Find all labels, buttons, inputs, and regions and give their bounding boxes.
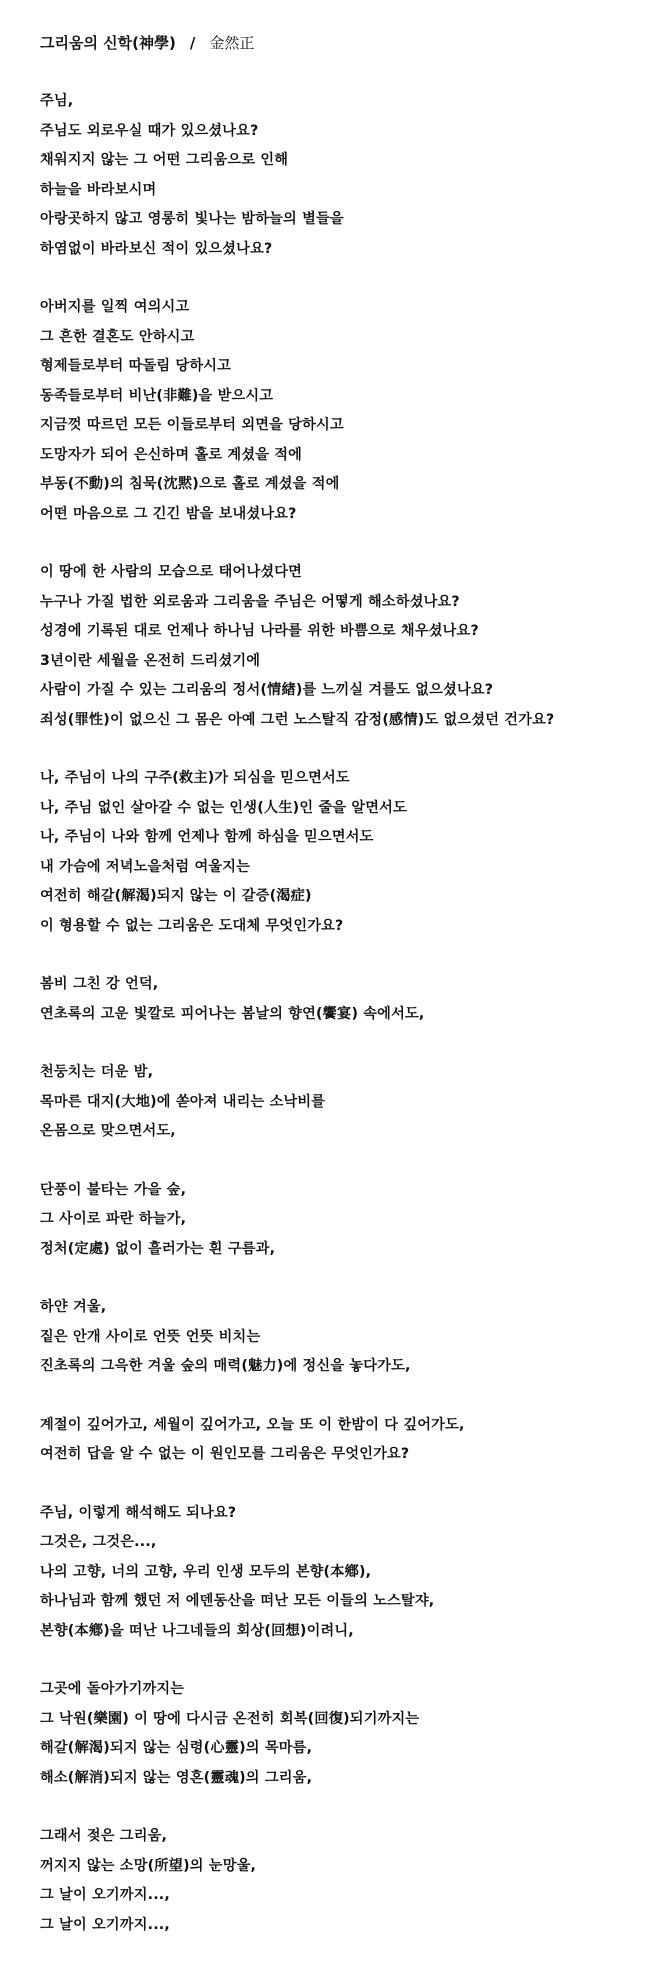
poem-line: 그 날이 오기까지..., <box>40 1887 170 1903</box>
poem-line: 단풍이 불타는 가을 숲, <box>40 1181 187 1198</box>
poem-line: 해소(解消)되지 않는 영혼(靈魂)의 그리움, <box>40 1769 313 1786</box>
poem-line: 여전히 답을 알 수 없는 이 원인모를 그리움은 무엇인가요? <box>40 1446 410 1462</box>
poem-line: 해갈(解渴)되지 않는 심령(心靈)의 목마름, <box>40 1740 313 1756</box>
poem-line: 죄성(罪性)이 없으신 그 몸은 아예 그런 노스탈직 감정(感情)도 없으셨던 건가요? <box>40 711 555 728</box>
poem-line: 봄비 그친 강 언덕, <box>40 976 159 992</box>
poem-line: 내 가슴에 저녁노을처럼 여울지는 <box>40 858 251 875</box>
poem-line: 그 날이 오기까지..., <box>40 1916 170 1933</box>
poem-line: 이 형용할 수 없는 그리움은 도대체 무엇인가요? <box>40 917 344 934</box>
stanza <box>40 87 660 264</box>
poem-line: 나, 주님이 나의 구주(救主)가 되심을 믿으면서도 <box>40 770 350 786</box>
poem-line: 지금껏 따르던 모든 이들로부터 외면을 당하시고 <box>40 417 344 433</box>
poem-line: 그 낙원(樂園) 이 땅에 다시금 온전히 회복(回復)되기까지는 <box>40 1710 420 1727</box>
poem-line: 도망자가 되어 은신하며 홀로 계셨을 적에 <box>40 446 303 463</box>
poem-line: 주님, 이렇게 해석해도 되나요? <box>40 1504 237 1521</box>
poem-line: 동족들로부터 비난(非難)을 받으시고 <box>40 387 274 404</box>
poem-line: 목마른 대지(大地)에 쏟아져 내리는 소낙비를 <box>40 1093 326 1110</box>
poem-title: 그리움의 신학(神學) <box>40 34 176 52</box>
poem-author: 金然正 <box>209 34 255 52</box>
poem-line: 나, 주님이 나와 함께 언제나 함께 하심을 믿으면서도 <box>40 829 374 845</box>
poem-line: 이 땅에 한 사람의 모습으로 태어나셨다면 <box>40 564 303 580</box>
poem-line: 계절이 깊어가고, 세월이 깊어가고, 오늘 또 이 한밤이 다 깊어가도, <box>40 1416 465 1433</box>
stanza <box>40 1176 660 1265</box>
poem-line: 꺼지지 않는 소망(所望)의 눈망울, <box>40 1857 257 1874</box>
poem-line: 부동(不動)의 침묵(沈黙)으로 홀로 계셨을 적에 <box>40 476 340 492</box>
poem-line: 그것은, 그것은..., <box>40 1534 157 1550</box>
poem-line: 진초록의 그윽한 겨울 숲의 매력(魅力)에 정신을 놓다가도, <box>40 1358 411 1374</box>
poem-body <box>40 87 660 1940</box>
poem-line: 천둥치는 더운 밤, <box>40 1064 154 1080</box>
poem-line: 온몸으로 맞으면서도, <box>40 1123 176 1139</box>
poem-line: 하얀 겨울, <box>40 1299 107 1315</box>
stanza <box>40 1058 660 1147</box>
poem-line: 그래서 젖은 그리움, <box>40 1828 168 1844</box>
poem-line: 누구나 가질 법한 외로움과 그리움을 주님은 어떻게 해소하셨나요? <box>40 593 460 610</box>
poem-line: 정처(定處) 없이 흘러가는 흰 구름과, <box>40 1240 276 1257</box>
poem-line: 하나님과 함께 했던 저 에덴동산을 떠난 모든 이들의 노스탈쟈, <box>40 1593 435 1609</box>
stanza <box>40 1293 660 1382</box>
poem-line: 주님, <box>40 93 74 109</box>
stanza <box>40 1822 660 1940</box>
poem-line: 형제들로부터 따돌림 당하시고 <box>40 358 232 374</box>
poem-line: 사람이 가질 수 있는 그리움의 정서(情緖)를 느끼실 겨를도 없으셨나요? <box>40 682 494 698</box>
poem-line: 본향(本鄕)을 떠난 나그네들의 회상(回想)이려니, <box>40 1622 354 1639</box>
poem-line: 하늘을 바라보시며 <box>40 181 157 198</box>
stanza <box>40 970 660 1029</box>
poem-line: 나의 고향, 너의 고향, 우리 인생 모두의 본향(本鄕), <box>40 1563 372 1580</box>
poem-line: 어떤 마음으로 그 긴긴 밤을 보내셨나요? <box>40 505 297 522</box>
stanza <box>40 558 660 735</box>
poem-line: 아버지를 일찍 여의시고 <box>40 299 190 315</box>
poem-line: 나, 주님 없인 살아갈 수 없는 인생(人生)인 줄을 알면서도 <box>40 799 407 816</box>
stanza <box>40 1499 660 1647</box>
title-separator: / <box>189 34 196 52</box>
poem-line: 그 흔한 결혼도 안하시고 <box>40 328 195 345</box>
poem-header <box>40 28 660 58</box>
stanza <box>40 293 660 529</box>
poem-line: 그곳에 돌아가기까지는 <box>40 1681 185 1697</box>
stanza <box>40 1411 660 1470</box>
poem-line: 그 사이로 파란 하늘가, <box>40 1211 187 1227</box>
stanza <box>40 764 660 941</box>
poem-line: 주님도 외로우실 때가 있으셨나요? <box>40 122 259 139</box>
stanza <box>40 1675 660 1793</box>
poem-line: 성경에 기록된 대로 언제나 하나님 나라를 위한 바쁨으로 채우셨나요? <box>40 623 479 639</box>
poem-line: 3년이란 세월을 온전히 드리셨기에 <box>40 652 261 669</box>
poem-line: 아랑곳하지 않고 영롱히 빛나는 밤하늘의 별들을 <box>40 211 344 227</box>
poem-line: 짙은 안개 사이로 언뜻 언뜻 비치는 <box>40 1328 261 1345</box>
poem-page <box>40 28 660 1969</box>
poem-line: 채워지지 않는 그 어떤 그리움으로 인해 <box>40 152 289 168</box>
poem-line: 여전히 해갈(解渴)되지 않는 이 갈증(渴症) <box>40 888 312 904</box>
poem-line: 연초록의 고운 빛깔로 피어나는 봄날의 향연(饗宴) 속에서도, <box>40 1005 425 1022</box>
poem-line: 하염없이 바라보신 적이 있으셨나요? <box>40 240 273 257</box>
